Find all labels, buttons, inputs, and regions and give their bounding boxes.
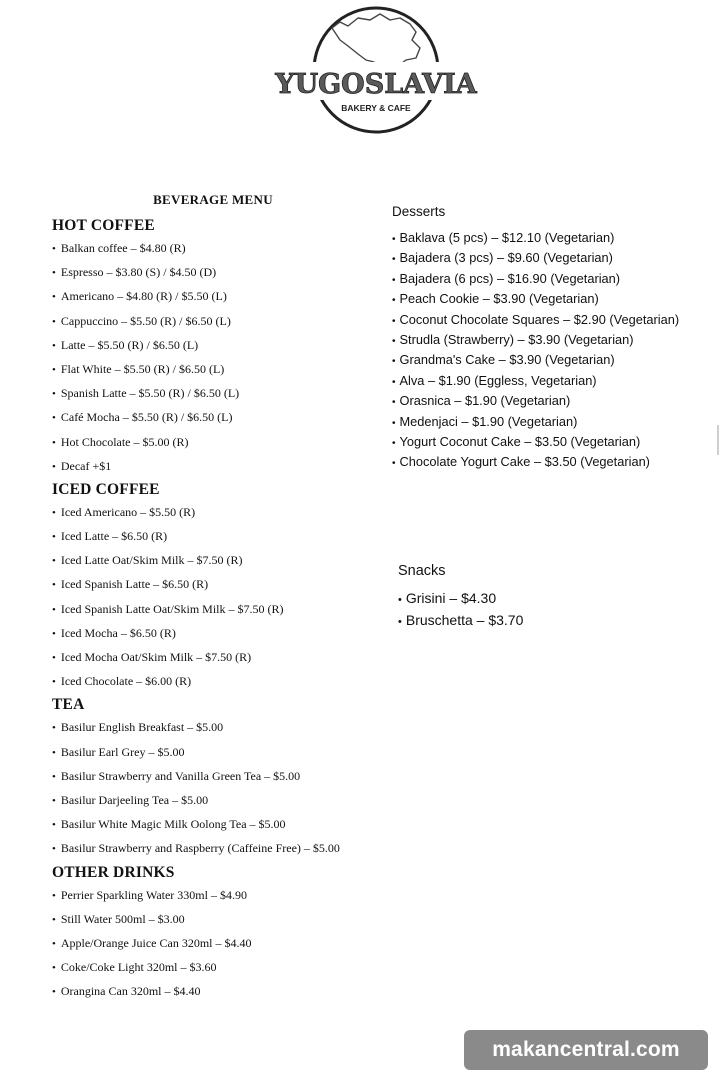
menu-item: • Iced Americano – $5.50 (R) bbox=[52, 500, 382, 524]
menu-item: • Basilur Strawberry and Raspberry (Caffeine Free) – $5.00 bbox=[52, 836, 382, 860]
section-heading: OTHER DRINKS bbox=[52, 863, 175, 881]
menu-item: • Americano – $4.80 (R) / $5.50 (L) bbox=[52, 284, 382, 308]
section-item-list bbox=[52, 236, 382, 478]
dessert-item: • Chocolate Yogurt Cake – $3.50 (Vegetarian) bbox=[392, 452, 679, 472]
desserts-section bbox=[392, 204, 679, 473]
menu-item: • Basilur Earl Grey – $5.00 bbox=[52, 740, 382, 764]
menu-item: • Iced Chocolate – $6.00 (R) bbox=[52, 669, 382, 693]
logo-tagline: BAKERY & CAFE bbox=[341, 103, 411, 113]
section-heading: TEA bbox=[52, 696, 85, 714]
dessert-item: • Alva – $1.90 (Eggless, Vegetarian) bbox=[392, 371, 679, 391]
beverage-menu bbox=[52, 192, 382, 1003]
menu-item: • Hot Chocolate – $5.00 (R) bbox=[52, 430, 382, 454]
snacks-heading: Snacks bbox=[398, 563, 446, 579]
menu-item: • Espresso – $3.80 (S) / $4.50 (D) bbox=[52, 260, 382, 284]
dessert-item: • Yogurt Coconut Cake – $3.50 (Vegetarian) bbox=[392, 432, 679, 452]
cafe-logo bbox=[275, 0, 477, 140]
snack-item: • Grisini – $4.30 bbox=[398, 587, 523, 609]
menu-item: • Flat White – $5.50 (R) / $6.50 (L) bbox=[52, 357, 382, 381]
menu-item: • Basilur Strawberry and Vanilla Green Tea – $5.00 bbox=[52, 764, 382, 788]
section-item-list bbox=[52, 883, 382, 1004]
desserts-heading: Desserts bbox=[392, 204, 446, 219]
menu-item: • Balkan coffee – $4.80 (R) bbox=[52, 236, 382, 260]
menu-item: • Basilur English Breakfast – $5.00 bbox=[52, 715, 382, 739]
desserts-list bbox=[392, 228, 679, 473]
scroll-edge-mark bbox=[717, 425, 719, 455]
section-item-list bbox=[52, 715, 382, 860]
snack-item: • Bruschetta – $3.70 bbox=[398, 609, 523, 631]
dessert-item: • Orasnica – $1.90 (Vegetarian) bbox=[392, 391, 679, 411]
menu-item: • Still Water 500ml – $3.00 bbox=[52, 907, 382, 931]
menu-item: • Iced Spanish Latte – $6.50 (R) bbox=[52, 572, 382, 596]
menu-item: • Basilur White Magic Milk Oolong Tea – $5.00 bbox=[52, 812, 382, 836]
menu-item: • Coke/Coke Light 320ml – $3.60 bbox=[52, 955, 382, 979]
dessert-item: • Medenjaci – $1.90 (Vegetarian) bbox=[392, 412, 679, 432]
section-heading: ICED COFFEE bbox=[52, 480, 160, 498]
menu-item: • Decaf +$1 bbox=[52, 454, 382, 478]
section-heading: HOT COFFEE bbox=[52, 217, 155, 234]
menu-item: • Spanish Latte – $5.50 (R) / $6.50 (L) bbox=[52, 381, 382, 405]
dessert-item: • Baklava (5 pcs) – $12.10 (Vegetarian) bbox=[392, 228, 679, 248]
menu-title: BEVERAGE MENU bbox=[153, 192, 273, 207]
dessert-item: • Peach Cookie – $3.90 (Vegetarian) bbox=[392, 289, 679, 309]
menu-item: • Cappuccino – $5.50 (R) / $6.50 (L) bbox=[52, 309, 382, 333]
menu-item: • Iced Mocha Oat/Skim Milk – $7.50 (R) bbox=[52, 645, 382, 669]
dessert-item: • Strudla (Strawberry) – $3.90 (Vegetarian) bbox=[392, 330, 679, 350]
menu-item: • Café Mocha – $5.50 (R) / $6.50 (L) bbox=[52, 405, 382, 429]
dessert-item: • Coconut Chocolate Squares – $2.90 (Vegetarian) bbox=[392, 310, 679, 330]
menu-item: • Basilur Darjeeling Tea – $5.00 bbox=[52, 788, 382, 812]
dessert-item: • Grandma's Cake – $3.90 (Vegetarian) bbox=[392, 350, 679, 370]
menu-item: • Iced Latte Oat/Skim Milk – $7.50 (R) bbox=[52, 548, 382, 572]
watermark bbox=[464, 1030, 708, 1070]
watermark-text: makancentral.com bbox=[492, 1038, 680, 1061]
menu-item: • Latte – $5.50 (R) / $6.50 (L) bbox=[52, 333, 382, 357]
menu-item: • Iced Spanish Latte Oat/Skim Milk – $7.50 (R) bbox=[52, 597, 382, 621]
dessert-item: • Bajadera (3 pcs) – $9.60 (Vegetarian) bbox=[392, 248, 679, 268]
snacks-list bbox=[398, 587, 523, 631]
section-item-list bbox=[52, 500, 382, 694]
snacks-section bbox=[398, 563, 523, 631]
menu-item: • Iced Latte – $6.50 (R) bbox=[52, 524, 382, 548]
menu-item: • Apple/Orange Juice Can 320ml – $4.40 bbox=[52, 931, 382, 955]
menu-item: • Iced Mocha – $6.50 (R) bbox=[52, 621, 382, 645]
dessert-item: • Bajadera (6 pcs) – $16.90 (Vegetarian) bbox=[392, 269, 679, 289]
menu-item: • Orangina Can 320ml – $4.40 bbox=[52, 979, 382, 1003]
logo-name: YUGOSLAVIA bbox=[275, 69, 477, 100]
menu-item: • Perrier Sparkling Water 330ml – $4.90 bbox=[52, 883, 382, 907]
